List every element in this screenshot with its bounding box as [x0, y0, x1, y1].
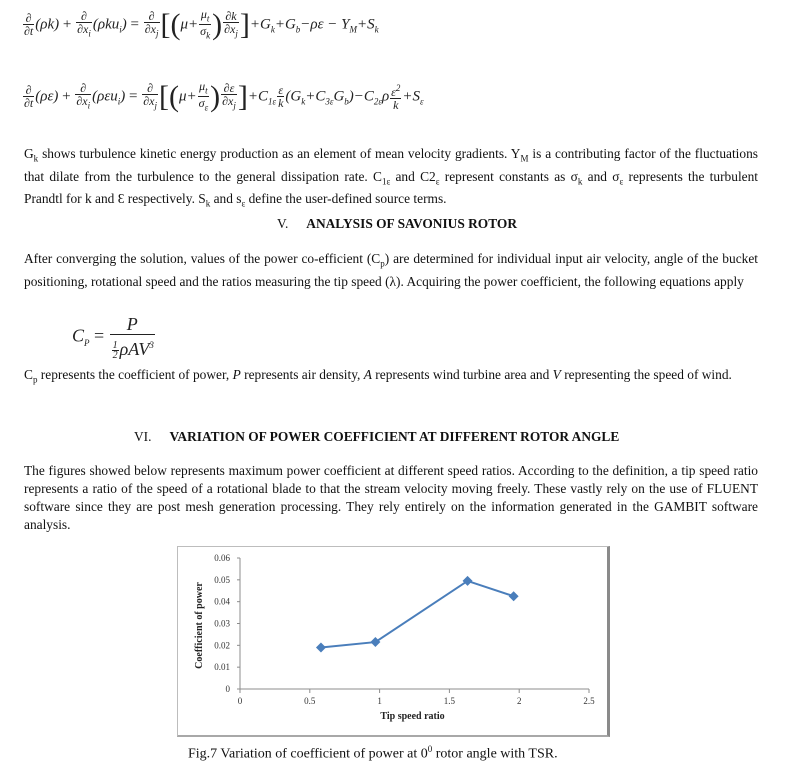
series-line: [321, 581, 514, 648]
sub: p: [380, 258, 385, 269]
x-tick-label: 1.5: [443, 696, 456, 706]
sub: P: [84, 337, 90, 348]
gb: +G: [274, 16, 296, 33]
text: and σ: [582, 168, 620, 184]
caption-text: rotor angle with TSR.: [432, 746, 558, 762]
section-title: VARIATION OF POWER COEFFICIENT AT DIFFERENT ROTOR ANGLE: [169, 429, 620, 444]
x-tick-label: 0: [237, 696, 243, 706]
text: G: [24, 146, 34, 161]
dxi: ∂x: [77, 22, 89, 37]
c1: +C: [247, 88, 269, 105]
x-tick-label: 0.5: [304, 696, 316, 706]
dxj: ∂x: [144, 22, 156, 37]
y-axis-label: Coefficient of power: [194, 582, 205, 669]
text: shows turbulence kinetic energy production as an element of mean velocity gradients. Y: [38, 146, 521, 161]
x-tick-label: 2: [516, 696, 522, 706]
section-number: V.: [277, 216, 289, 231]
c3: +C: [305, 88, 326, 105]
text: define the user-defined source terms.: [245, 191, 447, 207]
denominator: ρAV: [119, 339, 150, 359]
c2: )−C: [348, 88, 374, 105]
sk: +S: [357, 16, 375, 33]
y-tick-label: 0.02: [214, 640, 230, 651]
partial-symbol: ∂: [23, 84, 34, 97]
mu: μ+: [180, 16, 199, 33]
sub: M: [520, 153, 529, 164]
sub: i: [117, 96, 121, 107]
sup: 3: [149, 340, 154, 350]
sub: p: [32, 374, 38, 385]
partial-symbol: ∂: [23, 12, 34, 25]
dxi: ∂x: [76, 94, 88, 109]
sub: i: [88, 28, 91, 39]
numerator: P: [110, 314, 155, 335]
one: 1: [112, 340, 118, 352]
sub: j: [155, 28, 159, 39]
y-tick-label: 0.06: [214, 553, 230, 563]
sub: b: [344, 96, 349, 107]
sub: ε: [619, 176, 624, 187]
dxj: ∂x: [143, 94, 155, 109]
gk: (G: [285, 88, 302, 105]
text: representing the speed of wind.: [560, 367, 732, 382]
figure-caption: [188, 744, 558, 763]
degree-sup: 0: [427, 744, 433, 754]
dxj: ∂x: [222, 94, 234, 109]
sigma: σ: [200, 24, 207, 39]
section-number: VI.: [134, 429, 152, 444]
section-title: ANALYSIS OF SAVONIUS ROTOR: [306, 216, 517, 231]
text: C: [24, 367, 33, 382]
sigma: σ: [198, 96, 205, 111]
var-p: P: [232, 367, 241, 382]
dt-symbol: ∂t: [24, 96, 34, 111]
equals: =: [129, 88, 138, 105]
sub: 1ε: [381, 176, 391, 187]
sup: 2: [395, 83, 401, 94]
dk: ∂k: [223, 10, 239, 23]
lhs-term2: (ρku: [92, 16, 120, 33]
x-tick-label: 1: [377, 696, 382, 706]
de: ∂ε: [221, 82, 237, 95]
sub: j: [233, 100, 236, 111]
y-tick-label: 0.04: [214, 596, 230, 607]
text: represent constants as σ: [439, 168, 578, 184]
text: represents air density,: [240, 367, 364, 382]
sub: k: [270, 24, 275, 35]
partial-symbol: ∂: [76, 10, 92, 23]
y-tick-label: 0.01: [214, 662, 230, 673]
sub: ε: [204, 102, 209, 113]
text: The figures showed below represents maximum power coefficient at different speed ratios. According to the definition, a tip speed ratio represents a ratio of the speed of a rotational blade to that the stream velocity moving freely. These vastly rely on the use of FLUENT software since they are post mesh generation processing. They rely entirely on the information generated in the GAMBIT software analysis.: [24, 463, 758, 532]
partial-symbol: ∂: [144, 10, 160, 23]
equals: =: [130, 16, 139, 33]
sub: b: [295, 24, 301, 35]
dxj: ∂x: [224, 22, 236, 37]
y-tick-label: 0: [225, 684, 230, 694]
gb: G: [333, 88, 345, 105]
k: k: [278, 96, 284, 111]
sub: 1ε: [268, 96, 277, 107]
lhs-term1: (ρε): [35, 88, 59, 105]
dt-symbol: ∂t: [24, 24, 34, 39]
sub: t: [205, 85, 208, 96]
mu-t: μ: [199, 79, 206, 93]
mu-t: μ: [200, 7, 207, 21]
k: k: [393, 98, 399, 113]
text: After converging the solution, values of the power co-efficient (C: [24, 251, 381, 266]
text: represents wind turbine area and: [371, 367, 553, 382]
plus: +: [62, 16, 72, 33]
k-transport-equation: $\frac{\partial}{\partial t}$ (ρk) + $\frac{\partial}{\partial x_i}$ (ρku$_i$) = $\frac{\partial}{\partial x_j}$ [(μ+ $\frac{\mu_t}{\sigma_k}$ ) $\frac{\partial k}{\partial x_j}$ ]$+G_k+G_b-\rho\varepsilon - Y_M+S_k$: [24, 7, 379, 41]
partial-symbol: ∂: [142, 82, 158, 95]
gk: +G: [249, 16, 271, 33]
eps: ε: [391, 85, 396, 100]
sub: k: [577, 176, 583, 187]
y-tick-label: 0.05: [214, 574, 230, 585]
sub: 2ε: [373, 96, 382, 107]
text: ) are determined for individual input air velocity, angle of the bucket positioning, rotational speed and the ratios measuring the tip speed (λ). Acquiring the power coefficient, the following equations apply: [24, 251, 758, 289]
tail-rest: −ρε − Y: [300, 16, 350, 33]
x-axis-label: Tip speed ratio: [380, 711, 445, 722]
sub: t: [206, 13, 210, 24]
lhs-term2: (ρεu: [92, 88, 118, 105]
epsilon-transport-equation: $\frac{\partial}{\partial t}$ (ρε) + $\frac{\partial}{\partial x_i}$ (ρεu$_i$) = $\frac{\partial}{\partial x_j}$ [(μ+ $\frac{\mu_t}{\sigma_\varepsilon}$ ) $\frac{\partial\varepsilon}{\partial x_j}$ ]$+C_{1\varepsilon}$ $\frac{\varepsilon}{k}$ $(G_k+C_{3\varepsilon}G_b)-C_{2\varepsilon}\rho$ $\frac{\varepsilon^2}{k}$ $+S_\varepsilon$: [24, 79, 424, 113]
mu: μ+: [179, 88, 197, 105]
text: and s: [210, 191, 242, 207]
cp-lhs: C: [72, 325, 85, 346]
sub: 3ε: [325, 96, 334, 107]
sub: M: [349, 24, 357, 35]
lhs-term1: (ρk): [35, 16, 60, 33]
sub: j: [154, 100, 157, 111]
sub: i: [119, 24, 122, 35]
sub: j: [235, 28, 238, 39]
partial-symbol: ∂: [75, 82, 91, 95]
sub: k: [33, 153, 39, 164]
var-v: V: [552, 367, 561, 382]
plus: +: [62, 88, 71, 105]
x-tick-label: 2.5: [583, 696, 595, 706]
var-a: A: [363, 367, 372, 382]
eps: ε: [278, 83, 284, 98]
text: is a contributing factor of the fluctuations that dilate from the turbulence to the general dissipation rate. C: [24, 146, 759, 184]
s-eps: +S: [402, 88, 421, 105]
text: and C2: [390, 168, 436, 184]
data-point-marker: [509, 591, 519, 601]
caption-text: Fig.7 Variation of coefficient of power at 0: [188, 746, 428, 762]
sub: ε: [241, 199, 246, 210]
sub: k: [301, 96, 306, 107]
equals: =: [94, 325, 105, 346]
sub: i: [87, 100, 91, 111]
text: represents the coefficient of power,: [37, 367, 233, 382]
sub: k: [374, 24, 379, 35]
sub: k: [205, 199, 211, 210]
y-tick-label: 0.03: [214, 618, 230, 629]
sub: ε: [435, 176, 440, 187]
sub: k: [206, 30, 211, 41]
data-point-marker: [316, 643, 326, 653]
sub: ε: [420, 96, 424, 107]
rho: ρ: [381, 88, 390, 105]
text: represents the turbulent Prandtl for k and Ɛ respectively. S: [24, 168, 759, 207]
two: 2: [112, 350, 118, 362]
